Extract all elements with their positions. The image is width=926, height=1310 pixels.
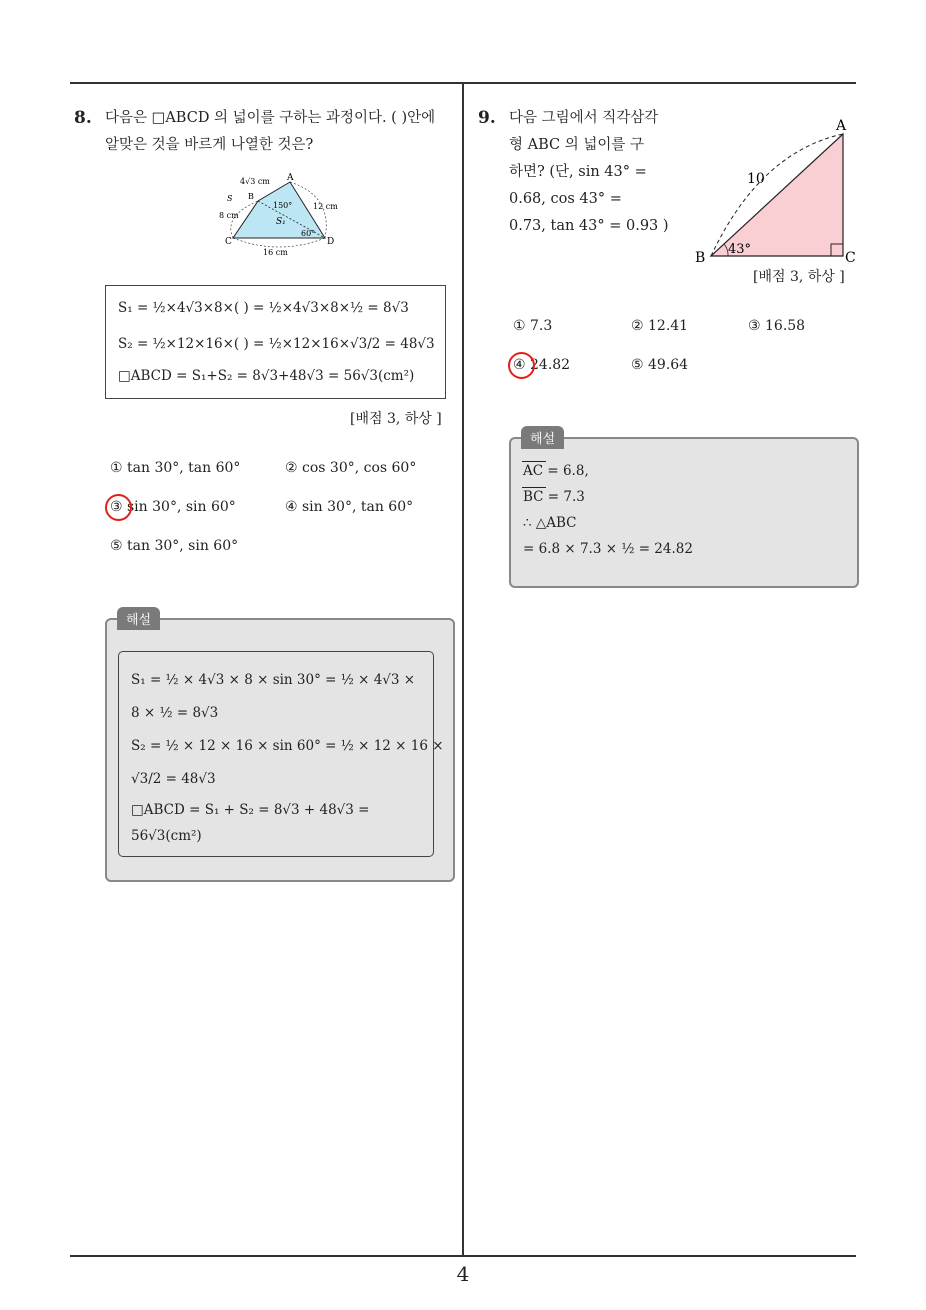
q9-overline-ac xyxy=(522,461,546,462)
q9-solution-line1 xyxy=(523,463,589,479)
q9-solution-line3: ∴ △ABC xyxy=(523,515,577,531)
q9-triangle-shape xyxy=(711,134,843,256)
q8-label-60: 60° xyxy=(301,229,316,238)
q9-text-line5: 0.73, tan 43° = 0.93 ) xyxy=(509,218,669,234)
q9-solution-l1: AC = 6.8, xyxy=(523,463,589,479)
q8-number: 8. xyxy=(74,108,92,128)
q9-choice-1[interactable]: ① 7.3 xyxy=(513,318,553,334)
q9-answer-mark-icon xyxy=(508,352,535,379)
q8-formula-line1: S₁ = ½×4√3×8×( ) = ½×4√3×8×½ = 8√3 xyxy=(118,300,409,316)
q8-score: [배점 3, 하상 ] xyxy=(350,411,442,427)
q8-label-150: 150° xyxy=(273,201,293,210)
q8-solution-line3: S₂ = ½ × 12 × 16 × sin 60° = ½ × 12 × 16 × xyxy=(131,738,444,754)
q8-choice-4[interactable]: ④ sin 30°, tan 60° xyxy=(285,499,414,515)
q8-label-12cm: 12 cm xyxy=(313,202,338,211)
q8-choice-3[interactable]: ③ sin 30°, sin 60° xyxy=(110,499,236,515)
q9-solution-line2 xyxy=(523,489,585,505)
q8-label-A: A xyxy=(287,173,294,183)
q8-solution-box xyxy=(118,651,444,857)
q8-arc-16cm xyxy=(233,238,325,247)
q9-solution-tag: 해설 xyxy=(521,426,564,449)
q9-score: [배점 3, 하상 ] xyxy=(753,269,845,285)
q8-quadrilateral-figure xyxy=(215,168,350,258)
q9-choice-4[interactable]: ④ 24.82 xyxy=(513,357,571,373)
q8-solution-line2: 8 × ½ = 8√3 xyxy=(131,705,219,721)
q8-label-S1: S₁ xyxy=(276,217,286,227)
q9-question xyxy=(509,105,674,240)
q8-solution-tag: 해설 xyxy=(117,607,160,630)
q8-solution-line5: □ABCD = S₁ + S₂ = 8√3 + 48√3 = xyxy=(131,802,370,818)
q9-choice-5[interactable]: ⑤ 49.64 xyxy=(631,357,689,373)
q9-solution-line4: = 6.8 × 7.3 × ½ = 24.82 xyxy=(523,541,693,557)
q8-label-S2: S xyxy=(227,194,233,203)
q9-text-line3: 하면? (단, sin 43° = xyxy=(509,164,647,180)
q9-choice-3[interactable]: ③ 16.58 xyxy=(748,318,806,334)
q8-label-4root3: 4√3 cm xyxy=(240,177,270,186)
q8-solution-line6: 56√3(cm²) xyxy=(131,828,202,844)
q9-label-B: B xyxy=(695,250,706,266)
q8-formula-line2: S₂ = ½×12×16×( ) = ½×12×16×√3/2 = 48√3 xyxy=(118,336,435,352)
q8-label-C: C xyxy=(225,237,232,247)
q9-text-line4: 0.68, cos 43° = xyxy=(509,191,622,207)
column-divider xyxy=(462,83,464,1256)
q9-label-10: 10 xyxy=(747,171,765,187)
q8-label-8cm: 8 cm xyxy=(219,211,239,220)
q8-solution-line4: √3/2 = 48√3 xyxy=(131,771,216,787)
q8-formula-line3: □ABCD = S₁+S₂ = 8√3+48√3 = 56√3(cm²) xyxy=(118,368,415,384)
q8-solution-line1: S₁ = ½ × 4√3 × 8 × sin 30° = ½ × 4√3 × xyxy=(131,672,416,688)
q8-label-D: D xyxy=(327,237,335,247)
q9-solution-l2: BC = 7.3 xyxy=(523,489,585,505)
q8-choice-5[interactable]: ⑤ tan 30°, sin 60° xyxy=(110,538,239,554)
q8-formula-box xyxy=(105,285,446,399)
q9-text-line1: 다음 그림에서 직각삼각 xyxy=(509,110,659,126)
page-number: 4 xyxy=(456,1262,470,1286)
q9-choice-2[interactable]: ② 12.41 xyxy=(631,318,689,334)
bottom-rule xyxy=(70,1255,856,1257)
q9-label-43: 43° xyxy=(728,242,752,257)
q8-choice-1[interactable]: ① tan 30°, tan 60° xyxy=(110,460,241,476)
q9-text-line2: 형 ABC 의 넓이를 구 xyxy=(509,137,644,153)
q8-answer-mark-icon xyxy=(105,494,132,521)
q9-solution-panel xyxy=(509,437,859,588)
q8-text-line2: 알맞은 것을 바르게 나열한 것은? xyxy=(105,137,314,153)
q8-question xyxy=(105,105,455,159)
q9-label-C: C xyxy=(845,250,856,266)
q9-number: 9. xyxy=(478,108,496,128)
q8-choice-2[interactable]: ② cos 30°, cos 60° xyxy=(285,460,417,476)
q8-text-line1: 다음은 □ABCD 의 넓이를 구하는 과정이다. ( )안에 xyxy=(105,110,436,126)
q9-triangle-figure xyxy=(690,112,865,272)
q9-label-A: A xyxy=(836,118,847,134)
q8-label-16cm: 16 cm xyxy=(263,248,288,257)
q8-label-B: B xyxy=(248,192,254,201)
q9-overline-bc xyxy=(522,487,546,488)
